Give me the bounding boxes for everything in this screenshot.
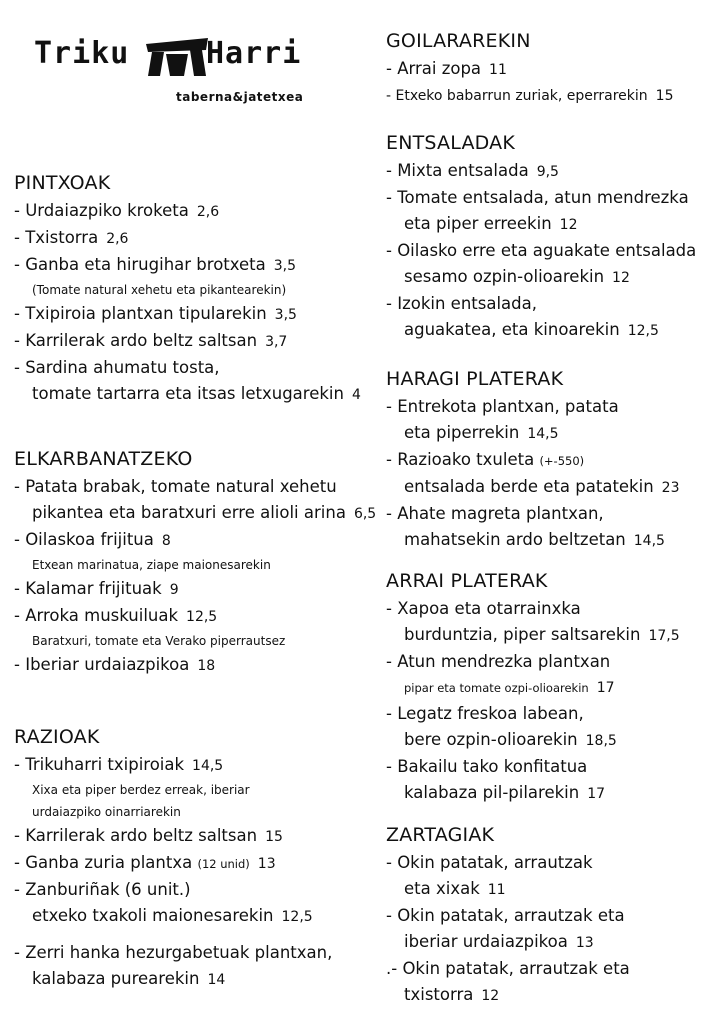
item-name-cont: tomate tartarra eta itsas letxugarekin 4 bbox=[32, 384, 361, 403]
menu-item bbox=[386, 850, 718, 903]
menu-item bbox=[14, 474, 376, 527]
menu-item bbox=[386, 701, 718, 754]
menu-section bbox=[14, 172, 376, 408]
menu-section bbox=[386, 132, 718, 344]
section-heading: RAZIOAK bbox=[14, 726, 100, 748]
item-name-cont: eta piper erreekin 12 bbox=[404, 214, 578, 233]
item-price: 13 bbox=[575, 935, 594, 951]
menu-item bbox=[386, 291, 718, 344]
item-price: 3,7 bbox=[265, 334, 288, 350]
item-price: 9,5 bbox=[536, 164, 559, 180]
item-price: 14 bbox=[207, 972, 226, 988]
item-price: 18,5 bbox=[585, 733, 617, 749]
section-heading: ARRAI PLATERAK bbox=[386, 570, 548, 592]
menu-item bbox=[386, 501, 718, 554]
item-price: 12 bbox=[559, 217, 578, 233]
dolmen-icon bbox=[144, 34, 210, 76]
item-name: - Ganba eta hirugihar brotxeta 3,5 bbox=[14, 255, 297, 274]
item-name-cont: sesamo ozpin-olioarekin 12 bbox=[404, 267, 630, 286]
item-name: - Legatz freskoa labean, bbox=[386, 704, 584, 723]
menu-item bbox=[386, 903, 718, 956]
item-name: - Arroka muskuiluak 12,5 bbox=[14, 606, 218, 625]
item-name: - Ganba zuria plantxa (12 unid) 13 bbox=[14, 853, 276, 872]
item-price: 17 bbox=[596, 680, 615, 696]
item-name: - Zanburiñak (6 unit.) bbox=[14, 880, 191, 899]
item-name: - Izokin entsalada, bbox=[386, 294, 537, 313]
menu-section bbox=[386, 570, 718, 807]
item-price: 8 bbox=[161, 533, 171, 549]
menu-item bbox=[14, 301, 376, 328]
item-price: 12 bbox=[612, 270, 630, 286]
item-name-cont: pipar eta tomate ozpi-olioarekin 17 bbox=[404, 680, 615, 696]
item-price: 12 bbox=[481, 988, 500, 1004]
item-price: 17 bbox=[587, 786, 606, 802]
item-price: 15 bbox=[655, 88, 674, 104]
item-name: - Karrilerak ardo beltz saltsan 3,7 bbox=[14, 331, 288, 350]
menu-item bbox=[14, 603, 376, 630]
item-name: - Kalamar frijituak 9 bbox=[14, 579, 179, 598]
menu-section bbox=[386, 368, 718, 554]
logo bbox=[34, 34, 304, 114]
item-name: - Iberiar urdaiazpikoa 18 bbox=[14, 655, 216, 674]
item-name-cont: eta piperrekin 14,5 bbox=[404, 423, 559, 442]
item-name: - Razioako txuleta (+-550) bbox=[386, 450, 585, 469]
item-name: - Atun mendrezka plantxan bbox=[386, 652, 611, 671]
item-note: Xixa eta piper berdez erreak, iberiar bbox=[32, 783, 250, 797]
item-name: .- Okin patatak, arrautzak eta bbox=[386, 959, 630, 978]
menu-item bbox=[14, 576, 376, 603]
item-price: 12,5 bbox=[627, 323, 659, 339]
menu-item bbox=[386, 956, 718, 1009]
item-name-cont: etxeko txakoli maionesarekin 12,5 bbox=[32, 906, 313, 925]
menu-item bbox=[14, 198, 376, 225]
menu-item bbox=[386, 596, 718, 649]
item-name: - Bakailu tako konfitatua bbox=[386, 757, 588, 776]
item-note: urdaiazpiko oinarriarekin bbox=[32, 805, 181, 819]
logo-text-right: Harri bbox=[206, 36, 302, 71]
menu-item bbox=[14, 328, 376, 355]
item-name-cont: pikantea eta baratxuri erre alioli arina 6,5 bbox=[32, 503, 377, 522]
item-price: 23 bbox=[661, 480, 680, 496]
item-name: - Karrilerak ardo beltz saltsan 15 bbox=[14, 826, 283, 845]
menu-item bbox=[14, 527, 376, 554]
item-price: 15 bbox=[265, 829, 283, 845]
item-name-cont: txistorra 12 bbox=[404, 985, 500, 1004]
item-price: 17,5 bbox=[648, 628, 680, 644]
item-name: - Arrai zopa 11 bbox=[386, 59, 507, 78]
item-extra: (+-550) bbox=[539, 454, 585, 468]
item-name: - Zerri hanka hezurgabetuak plantxan, bbox=[14, 943, 333, 962]
section-heading: PINTXOAK bbox=[14, 172, 111, 194]
item-note: Etxean marinatua, ziape maionesarekin bbox=[32, 558, 271, 572]
item-name: - Okin patatak, arrautzak eta bbox=[386, 906, 625, 925]
item-price: 2,6 bbox=[196, 204, 220, 220]
item-name: - Mixta entsalada 9,5 bbox=[386, 161, 559, 180]
menu-item bbox=[386, 394, 718, 447]
menu-item bbox=[386, 238, 718, 291]
section-heading: ENTSALADAK bbox=[386, 132, 516, 154]
item-name: - Etxeko babarrun zuriak, eperrarekin 15 bbox=[386, 88, 674, 104]
item-price: 12,5 bbox=[281, 909, 313, 925]
item-note: Baratxuri, tomate eta Verako piperrautsez bbox=[32, 634, 286, 648]
menu-item bbox=[386, 158, 718, 185]
item-price: 4 bbox=[351, 387, 361, 403]
item-name: - Sardina ahumatu tosta, bbox=[14, 358, 220, 377]
menu-item bbox=[14, 877, 376, 930]
menu-item bbox=[386, 649, 718, 701]
item-name: - Oilasko erre eta aguakate entsalada bbox=[386, 241, 697, 260]
item-price: 13 bbox=[257, 856, 276, 872]
item-price: 9 bbox=[169, 582, 179, 598]
item-price: 3,5 bbox=[274, 307, 297, 323]
item-price: 14,5 bbox=[527, 426, 559, 442]
item-name-cont: burduntzia, piper saltsarekin 17,5 bbox=[404, 625, 680, 644]
item-price: 6,5 bbox=[353, 506, 377, 522]
menu-item bbox=[14, 823, 376, 850]
item-name: - Xapoa eta otarrainxka bbox=[386, 599, 581, 618]
item-name-cont: aguakatea, eta kinoarekin 12,5 bbox=[404, 320, 659, 339]
menu-section bbox=[386, 824, 718, 1009]
menu-section bbox=[14, 448, 376, 679]
item-price: 14,5 bbox=[192, 758, 224, 774]
item-name-cont: entsalada berde eta patatekin 23 bbox=[404, 477, 680, 496]
item-extra: (12 unid) bbox=[197, 857, 250, 871]
item-name-cont: iberiar urdaiazpikoa 13 bbox=[404, 932, 594, 951]
section-heading: HARAGI PLATERAK bbox=[386, 368, 564, 390]
item-name-cont: kalabaza pil-pilarekin 17 bbox=[404, 783, 606, 802]
menu-item bbox=[386, 185, 718, 238]
item-name: - Txipiroia plantxan tipularekin 3,5 bbox=[14, 304, 297, 323]
item-name: - Patata brabak, tomate natural xehetu bbox=[14, 477, 337, 496]
item-name-cont: bere ozpin-olioarekin 18,5 bbox=[404, 730, 617, 749]
item-price: 11 bbox=[487, 882, 506, 898]
item-price: 18 bbox=[197, 658, 216, 674]
item-price: 3,5 bbox=[273, 258, 297, 274]
menu-item bbox=[14, 850, 376, 877]
item-price: 12,5 bbox=[186, 609, 218, 625]
item-name: - Trikuharri txipiroiak 14,5 bbox=[14, 755, 224, 774]
item-price: 14,5 bbox=[633, 533, 665, 549]
menu-item bbox=[386, 754, 718, 807]
menu-item bbox=[386, 56, 718, 83]
menu-item bbox=[14, 355, 376, 408]
item-name-cont: kalabaza purearekin 14 bbox=[32, 969, 226, 988]
menu-item bbox=[14, 652, 376, 679]
item-name: - Ahate magreta plantxan, bbox=[386, 504, 604, 523]
menu-section bbox=[14, 726, 376, 993]
item-name-cont: mahatsekin ardo beltzetan 14,5 bbox=[404, 530, 665, 549]
item-name: - Urdaiazpiko kroketa 2,6 bbox=[14, 201, 220, 220]
section-heading: ELKARBANATZEKO bbox=[14, 448, 193, 470]
menu-item bbox=[386, 447, 718, 501]
item-name: - Txistorra 2,6 bbox=[14, 228, 129, 247]
item-name: - Okin patatak, arrautzak bbox=[386, 853, 593, 872]
item-name: - Oilaskoa frijitua 8 bbox=[14, 530, 171, 549]
logo-text-left: Triku bbox=[34, 36, 130, 71]
section-heading: GOILARAREKIN bbox=[386, 30, 531, 52]
item-name: - Tomate entsalada, atun mendrezka bbox=[386, 188, 689, 207]
menu-item bbox=[14, 752, 376, 779]
menu-item bbox=[14, 940, 376, 993]
logo-subtitle: taberna&jatetxea bbox=[176, 90, 304, 104]
item-price: 2,6 bbox=[106, 231, 129, 247]
item-name: - Entrekota plantxan, patata bbox=[386, 397, 619, 416]
menu-section bbox=[386, 30, 718, 109]
section-heading: ZARTAGIAK bbox=[386, 824, 495, 846]
item-name-cont: eta xixak 11 bbox=[404, 879, 506, 898]
item-note: (Tomate natural xehetu eta pikantearekin) bbox=[32, 283, 287, 297]
menu-item bbox=[14, 225, 376, 252]
menu-item bbox=[386, 83, 718, 109]
menu-item bbox=[14, 252, 376, 279]
item-price: 11 bbox=[489, 62, 507, 78]
